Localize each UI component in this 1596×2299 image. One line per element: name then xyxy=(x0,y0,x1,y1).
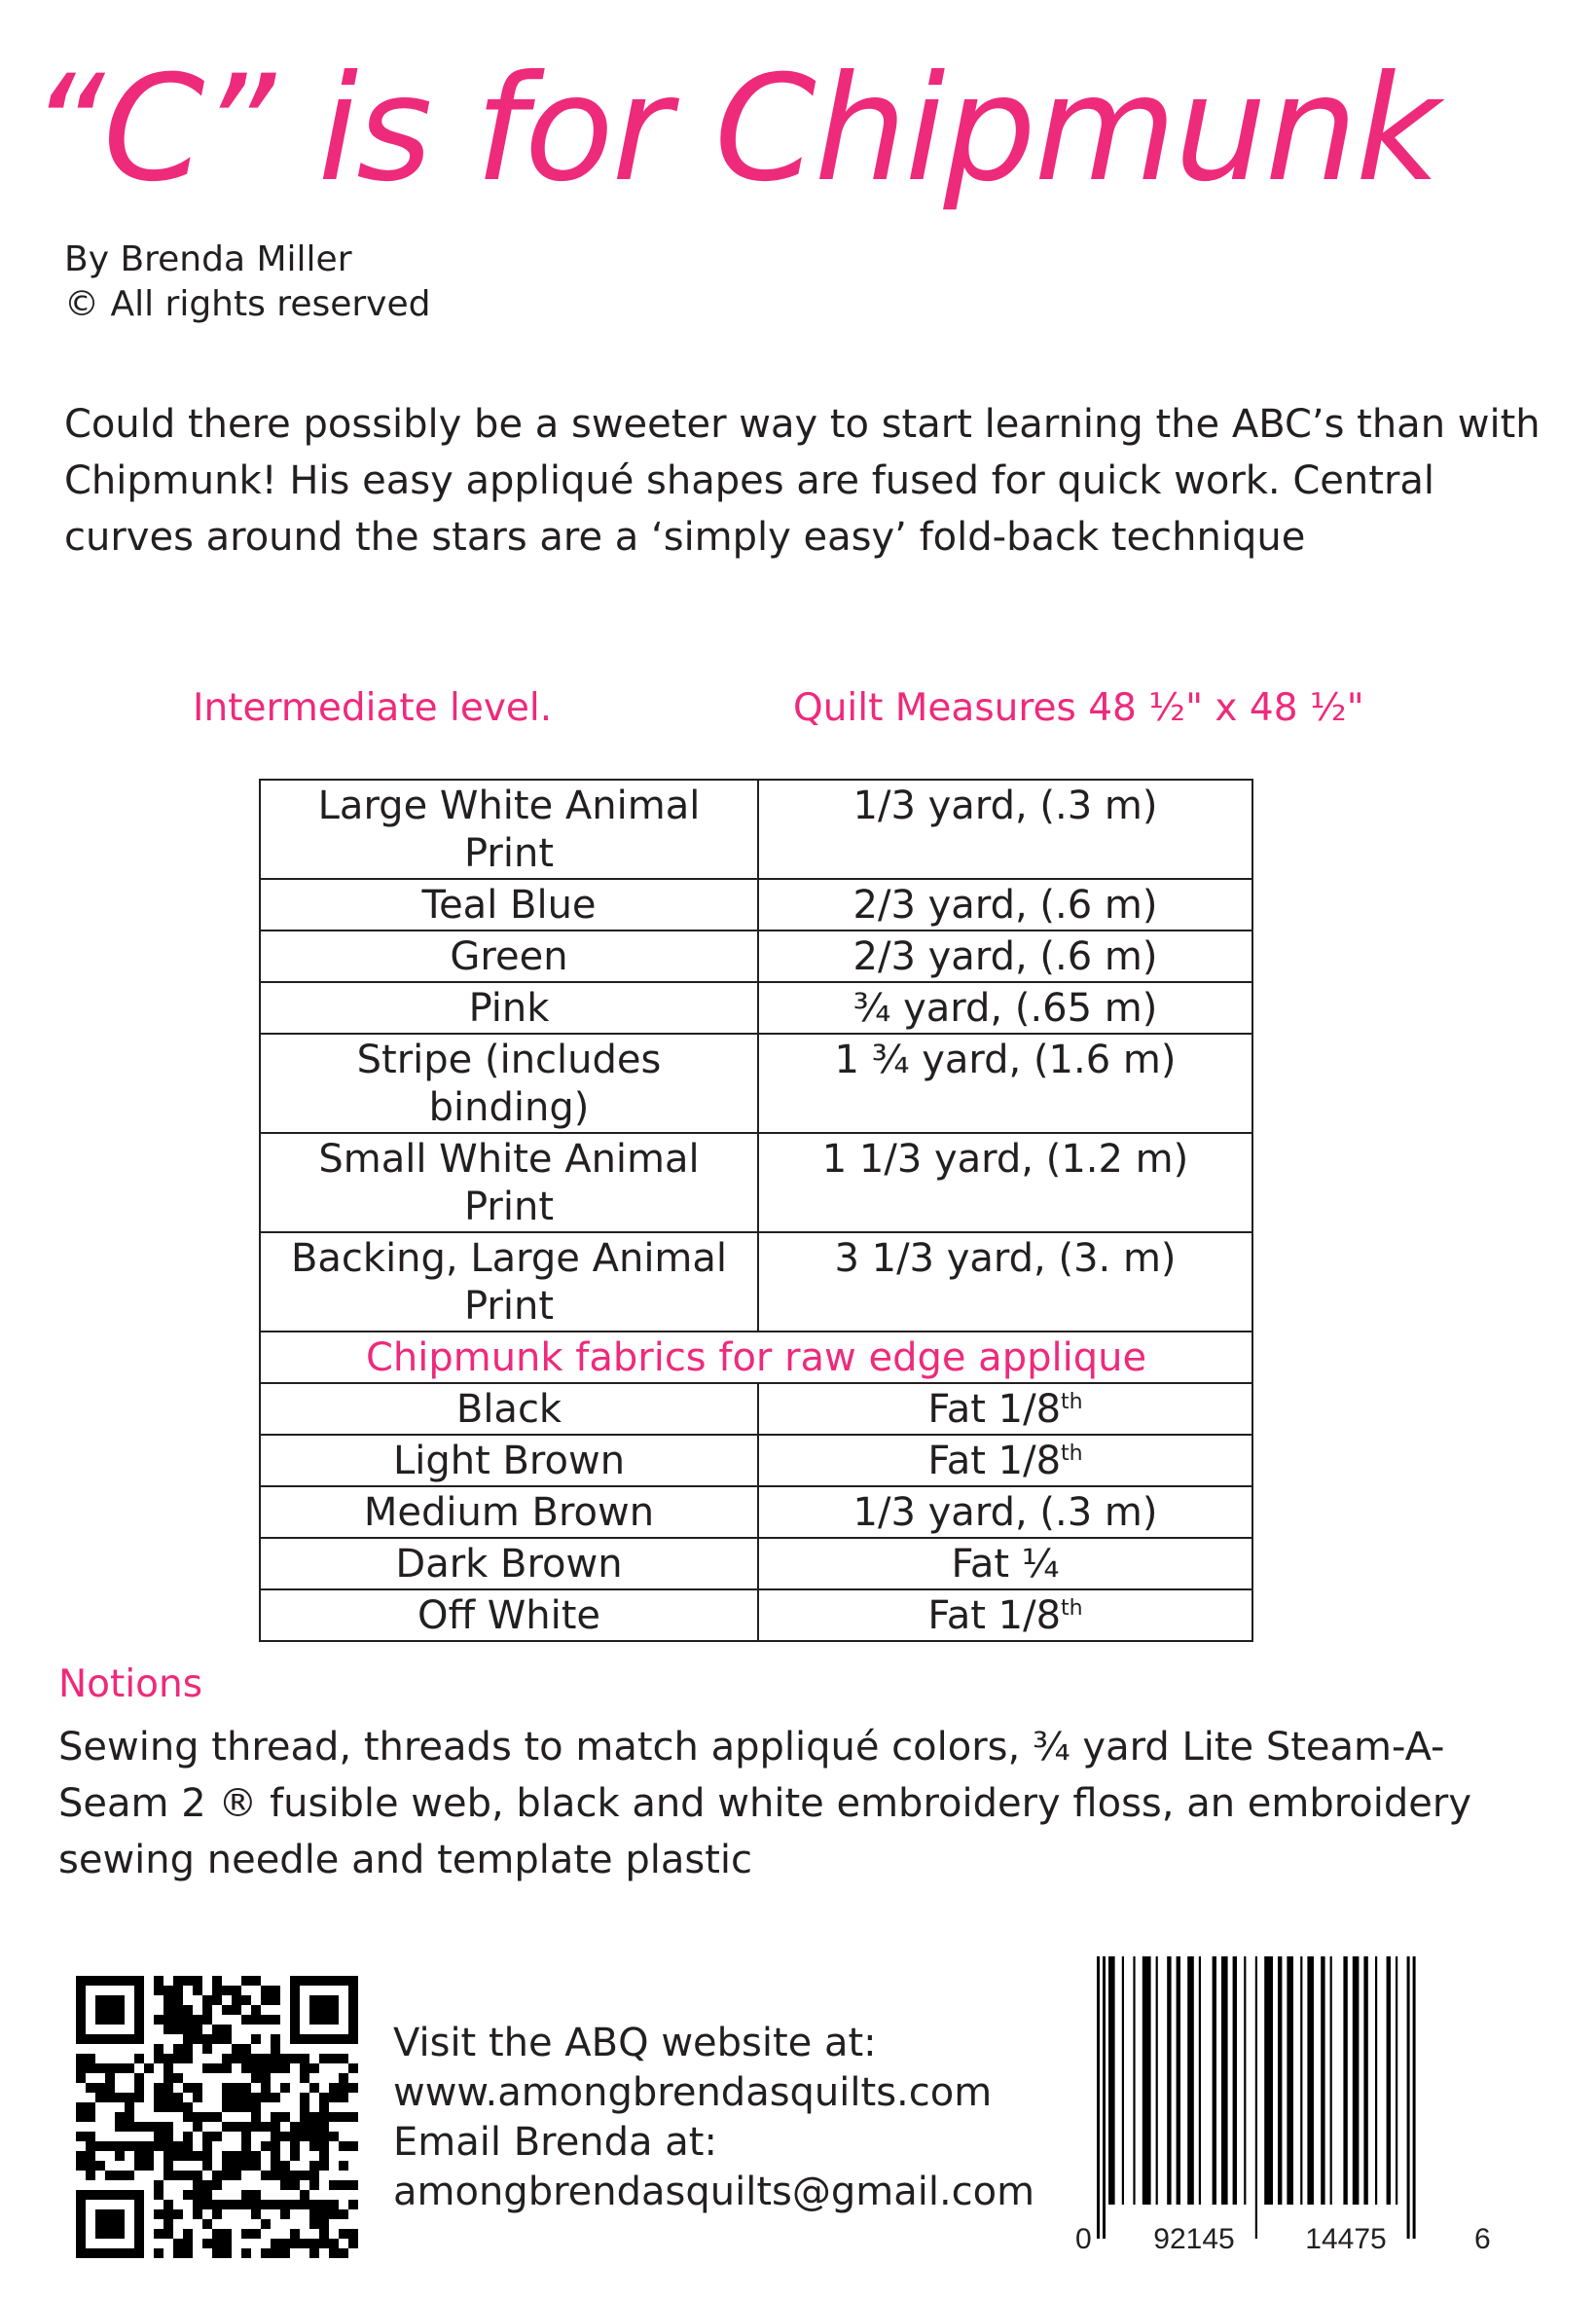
table-row xyxy=(260,931,1252,982)
fabric-name: Teal Blue xyxy=(260,879,758,931)
table-row xyxy=(260,982,1252,1034)
website-link[interactable]: www.amongbrendasquilts.com xyxy=(393,2070,993,2115)
table-row xyxy=(260,780,1252,879)
amount-suffix: th xyxy=(1061,1441,1083,1466)
fabric-amount xyxy=(758,1538,1252,1589)
amount-text: Fat 1/8 xyxy=(927,1387,1062,1432)
notions-heading: Notions xyxy=(58,1662,203,1706)
author-line: By Brenda Miller xyxy=(64,239,352,279)
contact-info xyxy=(393,2019,1034,2217)
fabric-amount xyxy=(758,1589,1252,1641)
fabric-name: Backing, Large Animal Print xyxy=(260,1232,758,1332)
barcode-digit-left: 0 xyxy=(1075,2223,1092,2255)
fabric-name: Off White xyxy=(260,1589,758,1641)
table-row xyxy=(260,1435,1252,1486)
email-intro-text: Email Brenda at: xyxy=(393,2120,717,2165)
fabric-amount: ¾ yard, (.65 m) xyxy=(758,982,1252,1034)
fabric-amount xyxy=(758,1383,1252,1435)
fabric-amount: 1/3 yard, (.3 m) xyxy=(758,780,1252,879)
page-title: “C” is for Chipmunk xyxy=(29,45,1438,214)
table-row xyxy=(260,1232,1252,1332)
fabric-amount: 2/3 yard, (.6 m) xyxy=(758,879,1252,931)
amount-suffix: th xyxy=(1061,1390,1083,1414)
visit-website-text: Visit the ABQ website at: xyxy=(393,2021,877,2065)
fabric-name: Stripe (includes binding) xyxy=(260,1034,758,1133)
fabric-amount xyxy=(758,1486,1252,1538)
amount-text: 1/3 yard, (.3 m) xyxy=(852,1490,1158,1535)
fabric-name: Pink xyxy=(260,982,758,1034)
skill-level: Intermediate level. xyxy=(193,686,553,730)
email-link[interactable]: amongbrendasquilts@gmail.com xyxy=(393,2170,1035,2214)
table-row xyxy=(260,1034,1252,1133)
fabric-name: Green xyxy=(260,931,758,982)
fabric-amount: 1 1/3 yard, (1.2 m) xyxy=(758,1133,1252,1232)
barcode-group-left: 92145 xyxy=(1153,2223,1235,2255)
fabric-amount xyxy=(758,1435,1252,1486)
table-row xyxy=(260,879,1252,931)
table-row xyxy=(260,1486,1252,1538)
fabric-requirements-table xyxy=(259,779,1253,1642)
table-row xyxy=(260,1383,1252,1435)
applique-section-heading: Chipmunk fabrics for raw edge applique xyxy=(260,1332,1252,1383)
amount-text: Fat ¼ xyxy=(951,1542,1060,1587)
fabric-amount: 2/3 yard, (.6 m) xyxy=(758,931,1252,982)
quilt-size: Quilt Measures 48 ½" x 48 ½" xyxy=(793,686,1364,730)
barcode-icon xyxy=(1066,1956,1513,2258)
barcode-digit-right: 6 xyxy=(1474,2223,1491,2255)
fabric-name: Dark Brown xyxy=(260,1538,758,1589)
table-row xyxy=(260,1589,1252,1641)
fabric-name: Black xyxy=(260,1383,758,1435)
fabric-name: Light Brown xyxy=(260,1435,758,1486)
amount-text: Fat 1/8 xyxy=(927,1593,1062,1638)
amount-suffix: th xyxy=(1061,1596,1083,1621)
copyright-line: © All rights reserved xyxy=(64,284,431,324)
notions-text: Sewing thread, threads to match appliqué colors, ¾ yard Lite Steam-A-Seam 2 ® fusible web, black and white embroidery floss, an embroidery sewing needle and template plastic xyxy=(58,1725,1472,1882)
amount-text: Fat 1/8 xyxy=(927,1439,1062,1483)
fabric-amount: 1 ¾ yard, (1.6 m) xyxy=(758,1034,1252,1133)
fabric-amount: 3 1/3 yard, (3. m) xyxy=(758,1232,1252,1332)
qr-code-icon xyxy=(76,1976,358,2258)
table-section-row xyxy=(260,1332,1252,1383)
intro-paragraph: Could there possibly be a sweeter way to start learning the ABC’s than with Chipmunk! His easy appliqué shapes are fused for quick work. Central curves around the stars are a ‘simply easy’ fold-back technique xyxy=(64,402,1541,560)
table-row xyxy=(260,1133,1252,1232)
fabric-name: Large White Animal Print xyxy=(260,780,758,879)
barcode-group-right: 14475 xyxy=(1305,2223,1387,2255)
fabric-name: Medium Brown xyxy=(260,1486,758,1538)
table-row xyxy=(260,1538,1252,1589)
fabric-name: Small White Animal Print xyxy=(260,1133,758,1232)
